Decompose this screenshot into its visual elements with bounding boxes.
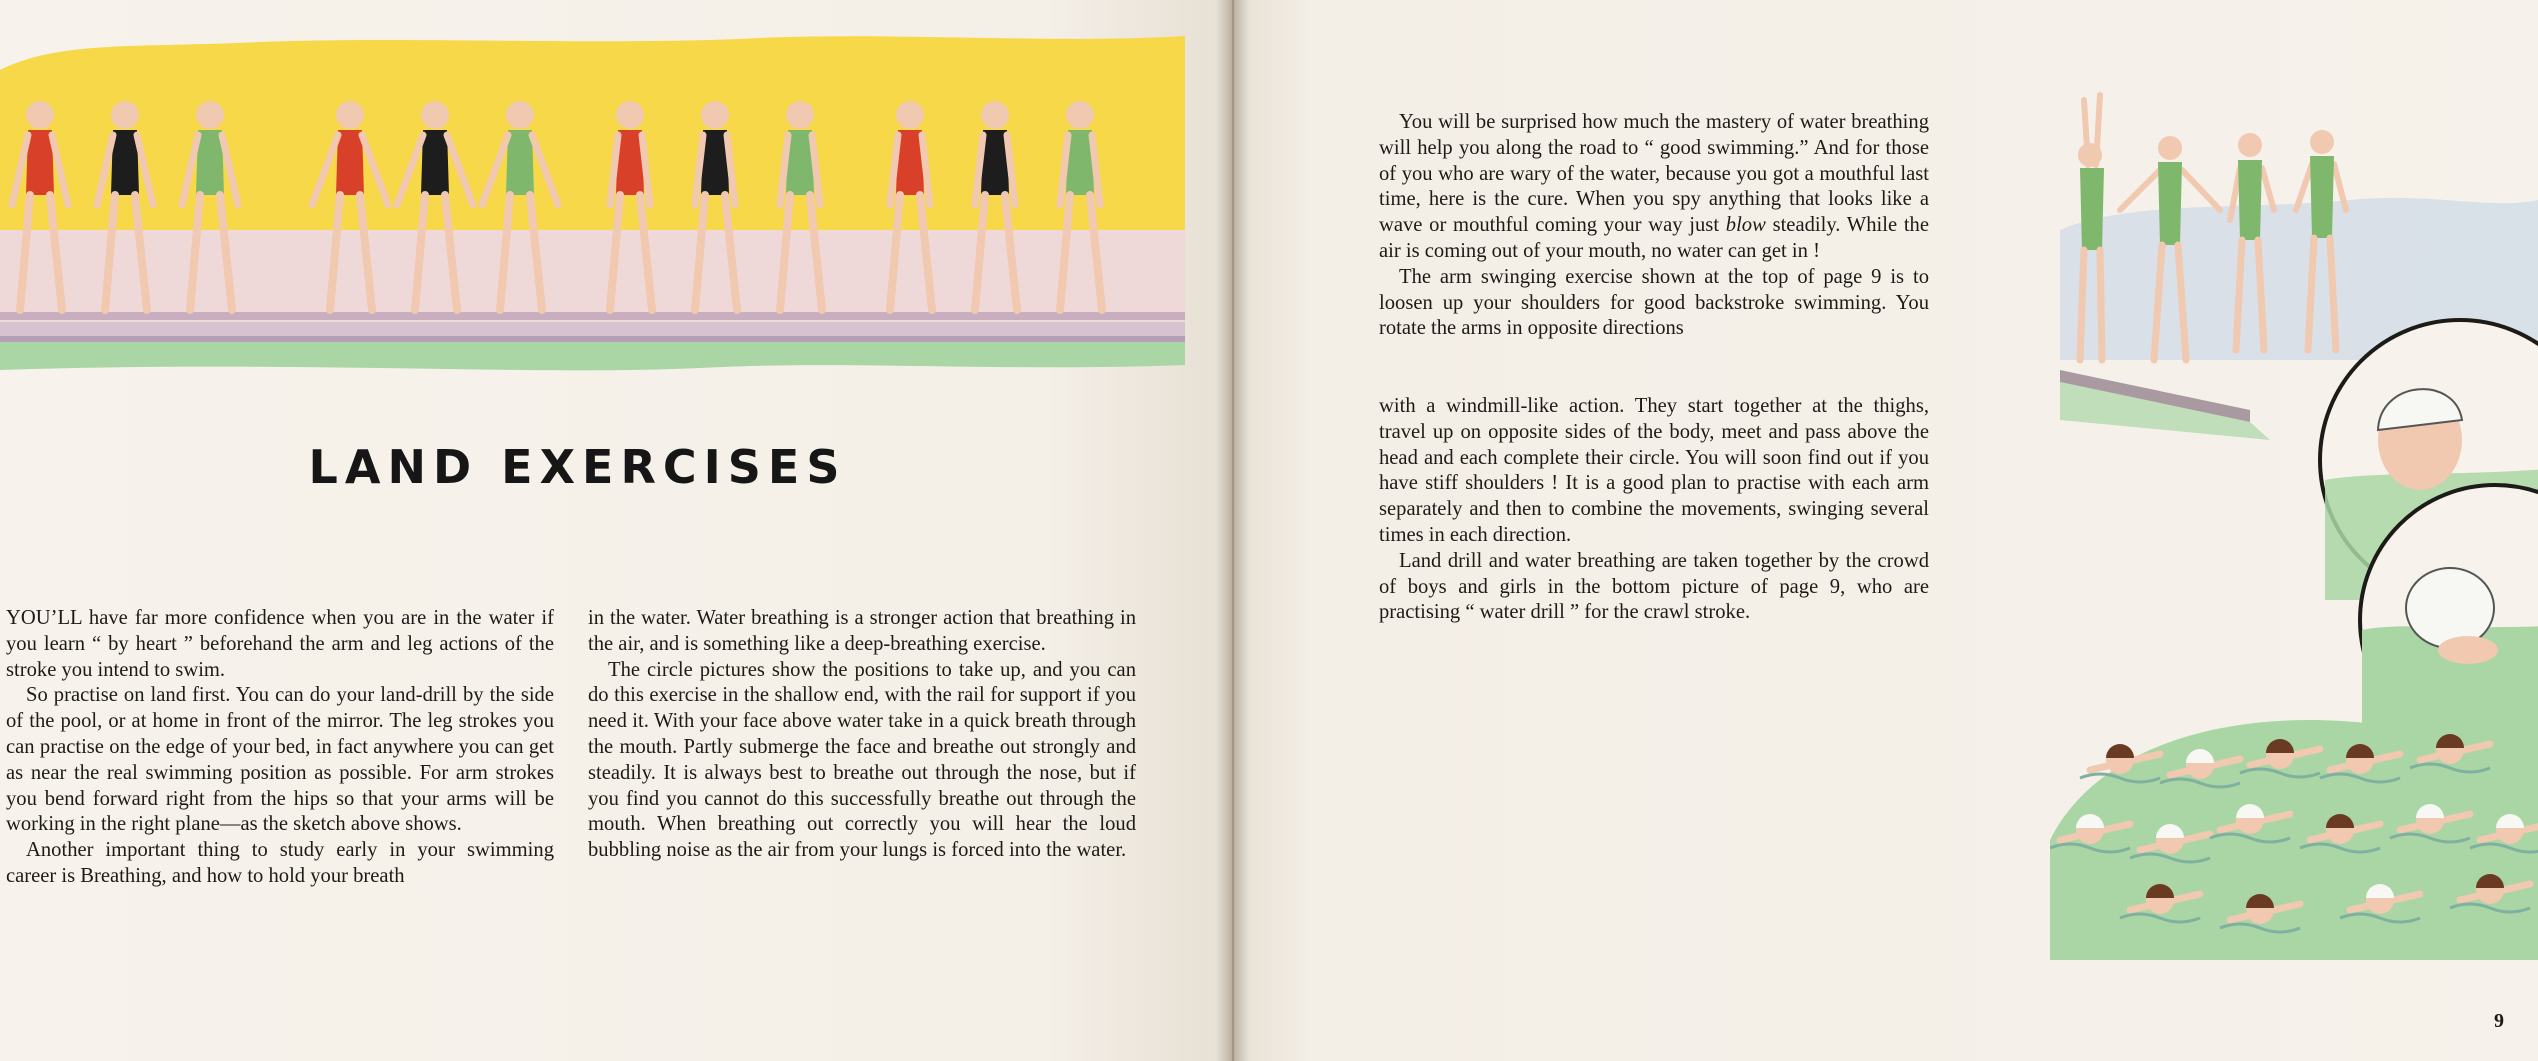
left-text-column-2 — [588, 606, 1136, 864]
paragraph: with a windmill-like action. They start together at the thighs, travel up on opposite sides of the body, meet and pass above the head and each complete their circle. You will soon find out if you have stiff shoulders ! It is a good plan to practise with each arm separately and then to combine the movements, swinging several times in each direction. — [1379, 395, 1929, 546]
paragraph: YOU’LL have far more confidence when you are in the water if you learn “ by heart ” beforehand the arm and leg actions of the stroke you intend to swim. — [6, 607, 554, 681]
page-title: LAND EXERCISES — [308, 440, 847, 494]
land-drill-illustration — [0, 30, 1185, 385]
page-number: 9 — [2494, 1010, 2504, 1032]
right-text-column-2 — [1379, 394, 1929, 626]
right-page — [1232, 0, 2538, 1061]
paragraph: You will be surprised how much the mastery of water breathing will help you along the road to “ good swimming.” And for those of you who are wary of the water, because you got a mouthful last time, here is the cure. When you spy anything that looks like a wave or mouthful coming your way just blow steadily. While the air is coming out of your mouth, no water can get in ! — [1379, 111, 1929, 262]
book-gutter — [1216, 0, 1250, 1061]
paragraph: So practise on land first. You can do your land-drill by the side of the pool, or at home in front of the mirror. The leg strokes you can practise on the edge of your bed, in fact anywhere you can get as near the real swimming position as possible. For arm strokes you bend forward right from the hips so that your arms will be working in the right plane—as the sketch above shows. — [6, 684, 554, 836]
right-text-column-1 — [1379, 110, 1929, 342]
left-page — [0, 0, 1232, 1061]
paragraph: The circle pictures show the positions to take up, and you can do this exercise in the shallow end, with the rail for support if you need it. With your face above water take in a quick breath through the mouth. Partly submerge the face and breathe out strongly and steadily. It is always best to breathe out through the nose, but if you find you cannot do this successfully breathe out through the mouth. When breathing out correctly you will hear the loud bubbling noise as the air from your lungs is forced into the water. — [588, 658, 1136, 862]
exercise-illustrations — [2050, 60, 2538, 960]
paragraph: The arm swinging exercise shown at the top of page 9 is to loosen up your shoulders for good backstroke swimming. You rotate the arms in opposite directions — [1379, 265, 1929, 340]
left-text-column-1 — [6, 606, 554, 890]
paragraph: Another important thing to study early in your swimming career is Breathing, and how to hold your breath — [6, 839, 554, 887]
paragraph: in the water. Water breathing is a stronger action that breathing in the air, and is something like a deep-breathing exercise. — [588, 607, 1136, 655]
paragraph: Land drill and water breathing are taken together by the crowd of boys and girls in the bottom picture of page 9, who are practising “ water drill ” for the crawl stroke. — [1379, 549, 1929, 624]
